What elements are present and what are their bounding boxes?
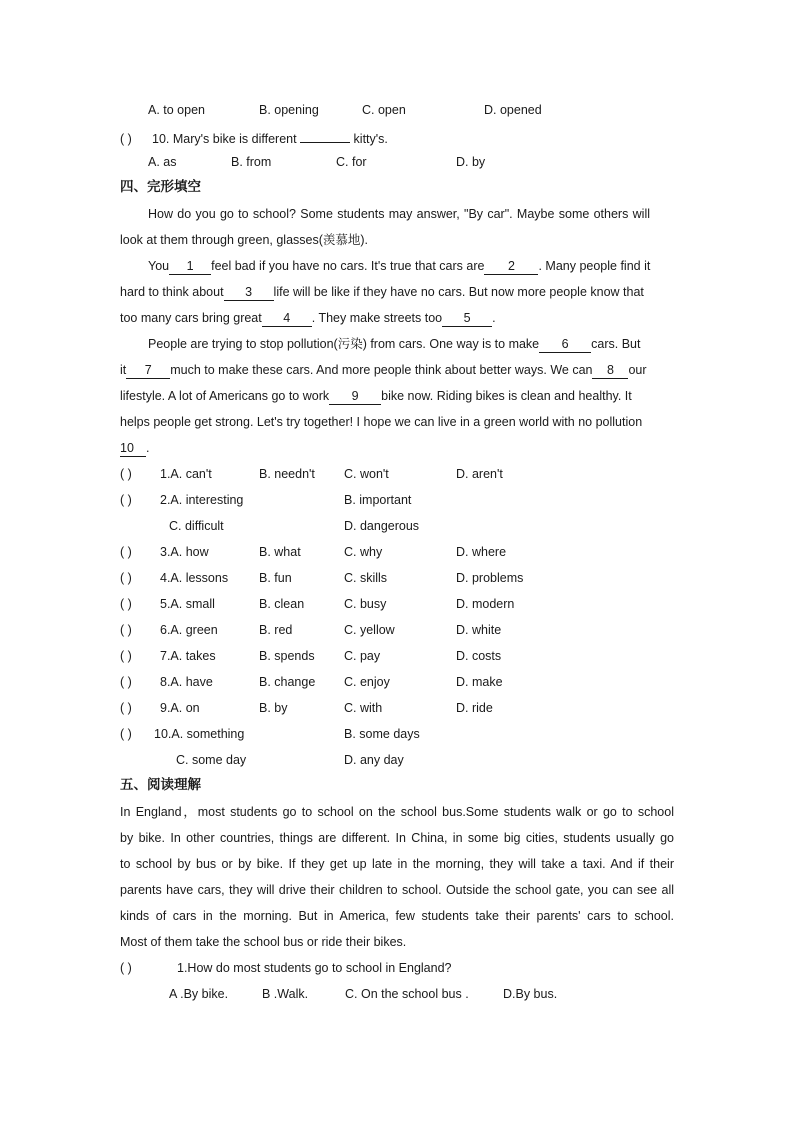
cloze-question-4: ( ) 4.A. lessons B. fun C. skills D. problems	[120, 571, 524, 585]
q10-stem-before: 10. Mary's bike is different	[152, 132, 301, 146]
q10-options-row	[120, 153, 674, 171]
cloze-question-1: ( ) 1.A. can't B. needn't C. won't D. aren't	[120, 467, 503, 481]
cloze-p3-line3: lifestyle. A lot of Americans go to work 9 bike now. Riding bikes is clean and healthy. It	[120, 389, 632, 403]
cloze-question-9: ( ) 9.A. on B. by C. with D. ride	[120, 701, 493, 715]
cloze-blank-9[interactable]: 9	[329, 389, 381, 405]
reading-q1-options-row	[120, 985, 674, 1003]
cloze-question-3: ( ) 3.A. how B. what C. why D. where	[120, 545, 507, 559]
cloze-p3-line5: 10 .	[120, 441, 150, 455]
cloze-p2-line3: too many cars bring great 4 . They make streets too 5 .	[120, 311, 496, 325]
q10-option-a: A. as	[148, 155, 177, 169]
cloze-question-6: ( ) 6.A. green B. red C. yellow D. white	[120, 623, 502, 637]
cloze-question-5: ( ) 5.A. small B. clean C. busy D. modern	[120, 597, 515, 611]
cloze-blank-1[interactable]: 1	[169, 259, 211, 275]
cloze-p2-line1: You 1 feel bad if you have no cars. It's true that cars are 2 . Many people find it	[148, 259, 651, 273]
cloze-q2-paren[interactable]: ( )	[120, 493, 132, 507]
reading-q1-option-a: A .By bike.	[169, 987, 229, 1001]
reading-q1-option-c: C. On the school bus .	[345, 987, 469, 1001]
reading-line-4: parents have cars, they will drive their children to school. Outside the school gate, you can see all	[120, 883, 674, 897]
q9-option-d: D. opened	[484, 103, 542, 117]
section5-title: 五、阅读理解	[120, 777, 201, 793]
reading-line-1: In England，most students go to school on the school bus.Some students walk or go to school	[120, 805, 674, 819]
cloze-blank-5[interactable]: 5	[442, 311, 492, 327]
cloze-question-7: ( ) 7.A. takes B. spends C. pay D. costs	[120, 649, 502, 663]
q10-option-c: C. for	[336, 155, 367, 169]
cloze-q4-paren[interactable]: ( )	[120, 571, 132, 585]
section4-title: 四、完形填空	[120, 179, 201, 195]
cloze-blank-8[interactable]: 8	[592, 363, 628, 379]
cloze-question-8: ( ) 8.A. have B. change C. enjoy D. make	[120, 675, 503, 689]
cloze-q7-paren[interactable]: ( )	[120, 649, 132, 663]
cloze-q9-paren[interactable]: ( )	[120, 701, 132, 715]
reading-line-5: kinds of cars in the morning. But in America, few students take their parents' cars to school.	[120, 909, 674, 923]
cloze-p3-line1: People are trying to stop pollution(污染) from cars. One way is to make 6 cars. But	[148, 337, 641, 351]
cloze-q1-paren[interactable]: ( )	[120, 467, 132, 481]
cloze-p2-line2: hard to think about 3 life will be like if they have no cars. But now more people know that	[120, 285, 644, 299]
cloze-question-10-continued: C. some day D. any day	[176, 753, 404, 767]
q10-blank[interactable]	[300, 127, 350, 143]
reading-q1-option-d: D.By bus.	[503, 987, 558, 1001]
cloze-question-2-continued: C. difficult D. dangerous	[169, 519, 420, 533]
reading-q1-option-b: B .Walk.	[262, 987, 309, 1001]
q10-option-b: B. from	[231, 155, 272, 169]
cloze-question-2: ( ) 2.A. interesting B. important	[120, 493, 412, 507]
reading-q1-paren[interactable]: ( )	[120, 961, 132, 975]
cloze-q3-paren[interactable]: ( )	[120, 545, 132, 559]
q9-option-b: B. opening	[259, 103, 319, 117]
q9-option-c: C. open	[362, 103, 406, 117]
cloze-blank-7[interactable]: 7	[126, 363, 170, 379]
cloze-question-10: ( ) 10.A. something B. some days	[120, 727, 420, 741]
reading-line-2: by bike. In other countries, things are different. In China, in some big cities, students usually go	[120, 831, 674, 845]
cloze-blank-2[interactable]: 2	[484, 259, 538, 275]
q9-options-row	[120, 101, 674, 119]
cloze-q8-paren[interactable]: ( )	[120, 675, 132, 689]
reading-line-6: Most of them take the school bus or ride their bikes.	[120, 935, 407, 949]
reading-question-1: ( ) 1.How do most students go to school in England?	[120, 961, 452, 975]
cloze-q10-paren[interactable]: ( )	[120, 727, 132, 741]
cloze-p3-line2: it 7 much to make these cars. And more people think about better ways. We can 8 our	[120, 363, 647, 377]
cloze-p1-line2: look at them through green, glasses(羡慕地).	[120, 233, 369, 247]
q10-option-d: D. by	[456, 155, 486, 169]
cloze-blank-10[interactable]: 10	[120, 441, 146, 457]
q9-option-a: A. to open	[148, 103, 205, 117]
cloze-blank-6[interactable]: 6	[539, 337, 591, 353]
cloze-blank-4[interactable]: 4	[262, 311, 312, 327]
q10-answer-paren[interactable]: ( )	[120, 132, 132, 146]
cloze-p1-line1: How do you go to school? Some students may answer, "By car". Maybe some others will	[148, 207, 650, 221]
reading-line-3: to school by bus or by bike. If they get up late in the morning, they will take a taxi. And if their	[120, 857, 674, 871]
q10-row	[120, 127, 674, 145]
cloze-blank-3[interactable]: 3	[224, 285, 274, 301]
q10-stem-after: kitty's.	[350, 132, 388, 146]
cloze-q5-paren[interactable]: ( )	[120, 597, 132, 611]
cloze-p3-line4: helps people get strong. Let's try together! I hope we can live in a green world with no pollution	[120, 415, 643, 429]
cloze-q6-paren[interactable]: ( )	[120, 623, 132, 637]
